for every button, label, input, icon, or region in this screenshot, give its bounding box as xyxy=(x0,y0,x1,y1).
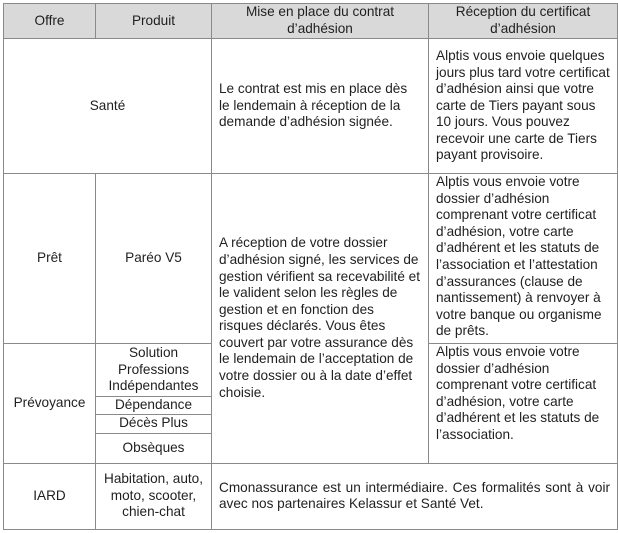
prevoyance-produit-3: Décès Plus xyxy=(96,414,212,433)
sante-reception-cell: Alptis vous envoie quelques jours plus tard votre certificat d’adhésion ainsi que votre carte de Tiers payant sous 10 jours. Vous pouvez recevoir une carte de Tiers payant provisoire. xyxy=(429,39,618,174)
row-sante xyxy=(4,39,618,174)
header-offre: Offre xyxy=(4,4,96,39)
row-pret xyxy=(4,174,618,344)
prevoyance-produit-1: Solution Professions Indépendantes xyxy=(96,344,212,397)
prevoyance-produit-2: Dépendance xyxy=(96,397,212,415)
iard-mention-cell: Cmonassurance est un intermédiaire. Ces formalités sont à voir avec nos partenaires Kelassur et Santé Vet. xyxy=(212,463,618,529)
pret-reception-cell: Alptis vous envoie votre dossier d’adhésion comprenant votre certificat d’adhésion, votre carte d’adhérent et les statuts de l’association et l’attestation d’assurances (clause de nantissement) à renvoyer à votre banque ou organisme de prêts. xyxy=(429,174,618,344)
prevoyance-produit-4: Obsèques xyxy=(96,433,212,463)
formalites-table xyxy=(3,3,618,530)
iard-offre-cell: IARD xyxy=(4,463,96,529)
header-row xyxy=(4,4,618,39)
sante-mise-en-place-cell: Le contrat est mis en place dès le lendemain à réception de la demande d’adhésion signée. xyxy=(212,39,429,174)
header-produit: Produit xyxy=(96,4,212,39)
prevoyance-offre-cell: Prévoyance xyxy=(4,344,96,464)
sante-offre-cell: Santé xyxy=(4,39,212,174)
shared-mise-en-place-cell: A réception de votre dossier d’adhésion signé, les services de gestion vérifient sa recevabilité et le valident selon les règles de gestion et en fonction des risques déclarés. Vous êtes couvert par votre assurance dès le lendemain de l’acceptation de votre dossier ou à la date d’effet choisie. xyxy=(212,174,429,464)
header-reception: Réception du certificat d’adhésion xyxy=(429,4,618,39)
pret-offre-cell: Prêt xyxy=(4,174,96,344)
prevoyance-reception-cell: Alptis vous envoie votre dossier d’adhésion comprenant votre certificat d’adhésion, votre carte d’adhérent et les statuts de l’association. xyxy=(429,344,618,464)
pret-produit-cell: Paréo V5 xyxy=(96,174,212,344)
header-mise-en-place: Mise en place du contrat d’adhésion xyxy=(212,4,429,39)
row-iard xyxy=(4,463,618,529)
iard-produit-cell: Habitation, auto, moto, scooter, chien-chat xyxy=(96,463,212,529)
